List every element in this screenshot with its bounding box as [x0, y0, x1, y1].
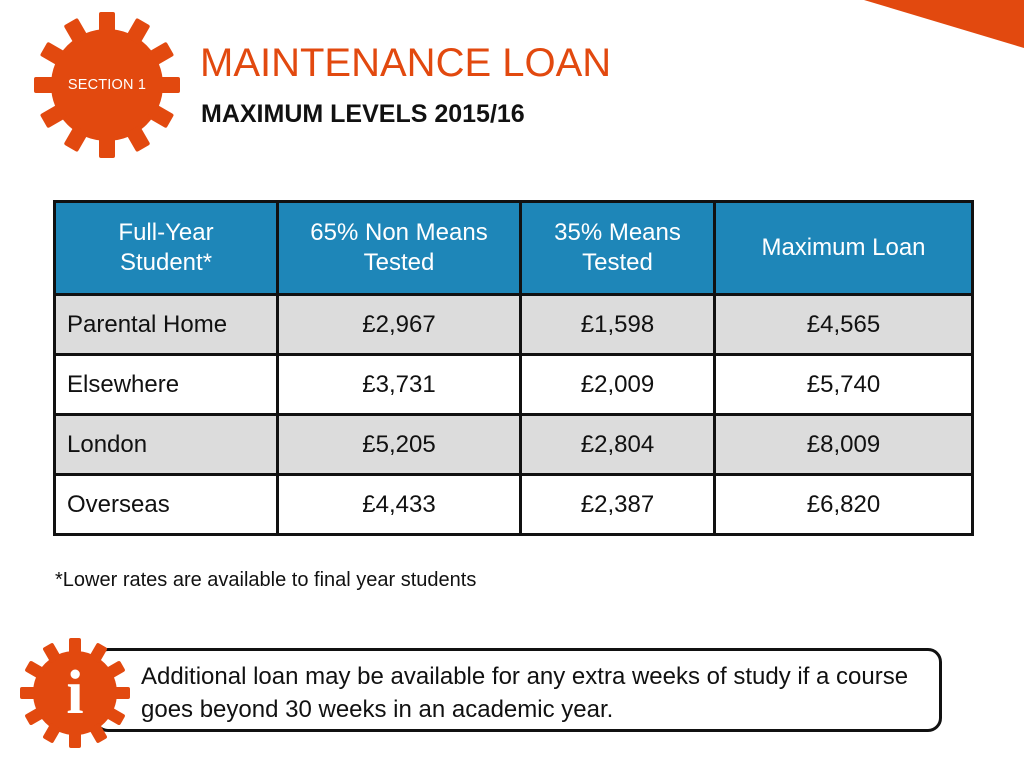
table-cell: Parental Home: [55, 295, 278, 355]
table-row: [55, 295, 973, 355]
loan-table: [53, 200, 974, 536]
info-box: [94, 648, 942, 732]
table-cell: £2,387: [521, 475, 715, 535]
table-cell: £1,598: [521, 295, 715, 355]
page-title: MAINTENANCE LOAN: [200, 41, 612, 85]
table-row: [55, 475, 973, 535]
table-header-row: [55, 202, 973, 295]
table-cell: £4,433: [278, 475, 521, 535]
table-cell: £2,009: [521, 355, 715, 415]
table-cell: £8,009: [715, 415, 973, 475]
table-cell: £6,820: [715, 475, 973, 535]
table-cell: London: [55, 415, 278, 475]
corner-accent: [864, 0, 1024, 48]
table-row: [55, 355, 973, 415]
table-cell: £5,740: [715, 355, 973, 415]
column-header: 35% Means Tested: [521, 202, 715, 295]
table-row: [55, 415, 973, 475]
footnote: *Lower rates are available to final year students: [55, 569, 477, 591]
section-badge: SECTION 1: [67, 77, 147, 93]
table-cell: £2,804: [521, 415, 715, 475]
table-cell: Elsewhere: [55, 355, 278, 415]
info-text: Additional loan may be available for any extra weeks of study if a course goes beyond 30 weeks in an academic year.: [141, 663, 909, 723]
table-cell: £3,731: [278, 355, 521, 415]
table-cell: £4,565: [715, 295, 973, 355]
column-header: Full-Year Student*: [55, 202, 278, 295]
table-cell: £5,205: [278, 415, 521, 475]
table-cell: £2,967: [278, 295, 521, 355]
table-cell: Overseas: [55, 475, 278, 535]
column-header: 65% Non Means Tested: [278, 202, 521, 295]
page-subtitle: MAXIMUM LEVELS 2015/16: [201, 100, 525, 128]
column-header: Maximum Loan: [715, 202, 973, 295]
info-icon-letter: i: [66, 658, 84, 727]
